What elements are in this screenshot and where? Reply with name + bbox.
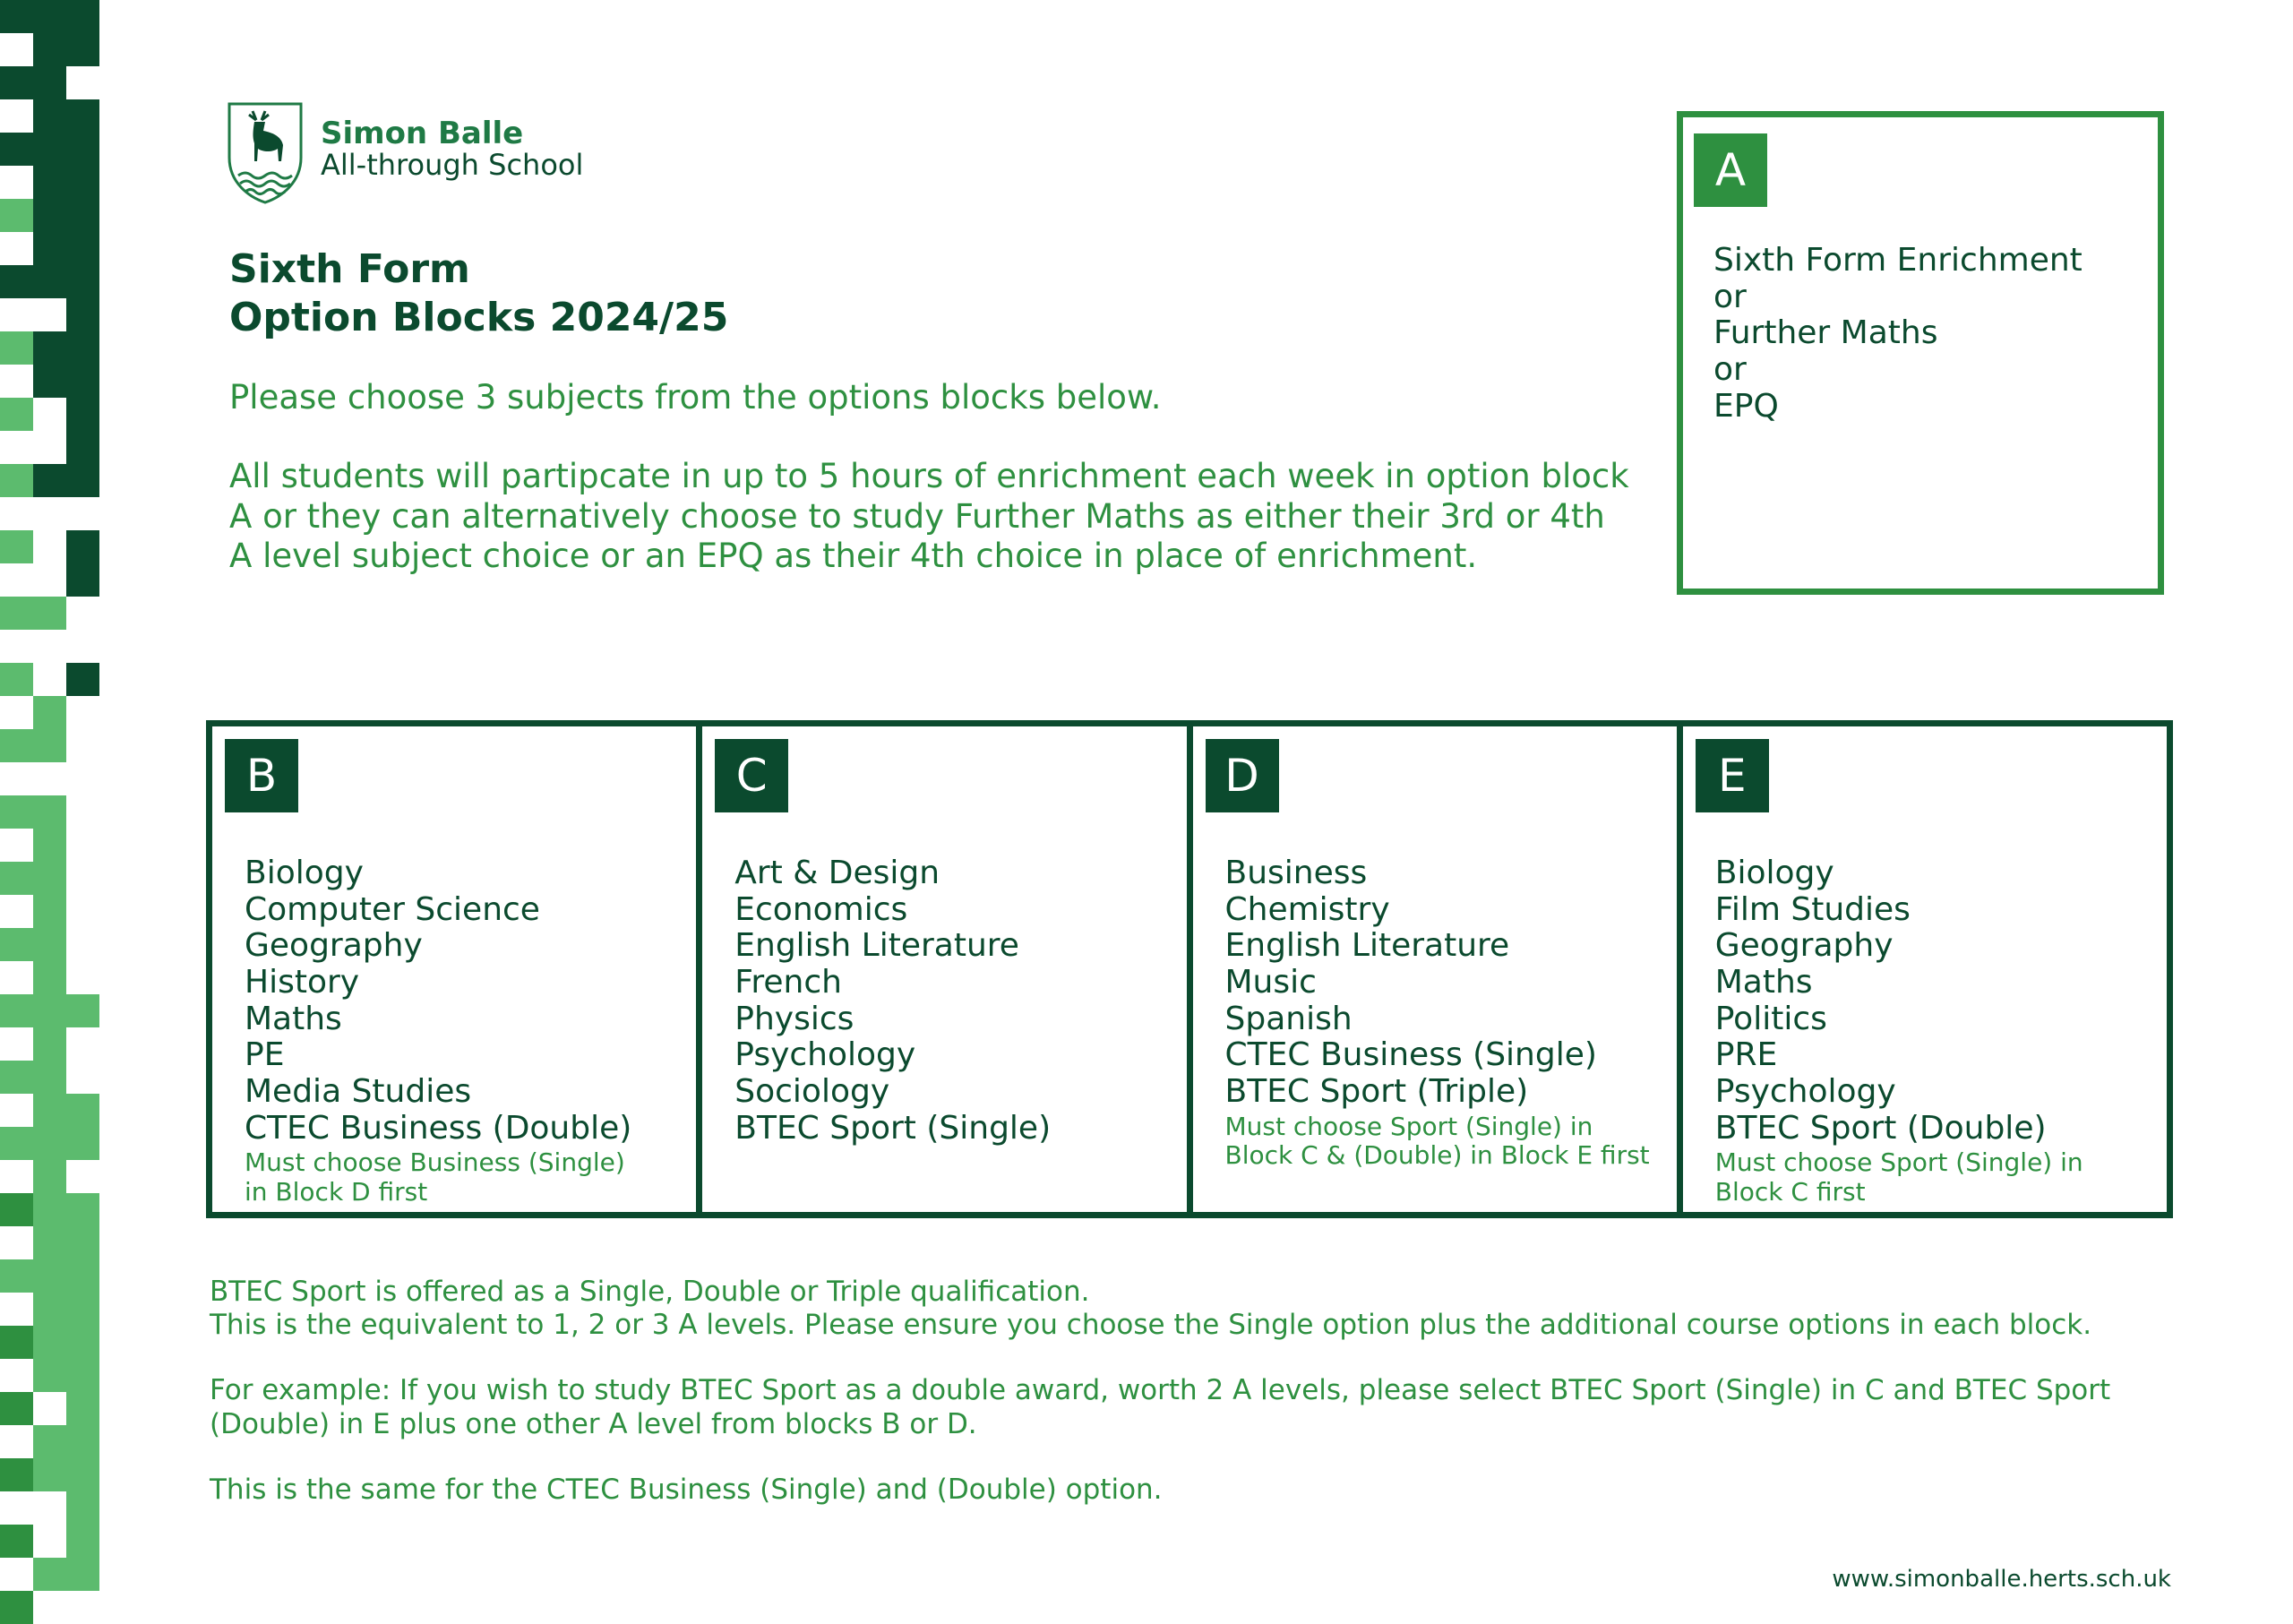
school-logo [226,100,583,204]
subject-item: CTEC Business (Double) [245,1109,632,1147]
block-c-subjects [734,855,1051,1147]
subject-item: Economics [734,890,908,928]
pixel-square [0,1326,33,1359]
pixel-square [33,199,66,232]
pixel-square [0,795,33,829]
subject-item: History [245,964,360,1001]
pixel-square [66,33,99,66]
pixel-square [0,1259,33,1293]
pixel-square [33,33,66,66]
pixel-square [33,1458,66,1491]
pixel-square [33,0,66,33]
block-label-b: B [225,739,298,812]
option-block-e [1677,726,2167,1212]
subject-item: Psychology [1714,1073,1896,1111]
pixel-square [33,829,66,862]
pixel-square [66,1458,99,1491]
btec-note [210,1276,2180,1342]
pixel-square [66,1193,99,1226]
pixel-square [33,232,66,265]
title-line-1: Sixth Form [229,246,470,292]
intro-text [229,378,1636,616]
pixel-square [33,696,66,729]
pixel-square [33,66,66,99]
stag-crest-icon [226,100,305,204]
block-b-note: Must choose Business (Single) in Block D first [245,1147,625,1207]
pixel-square [66,1425,99,1458]
pixel-square [33,133,66,166]
subject-item: PE [245,1036,285,1074]
pixel-square [66,265,99,298]
block-d-note: Must choose Sport (Single) in Block C & (Double) in Block E first [1224,1111,1650,1170]
pixel-square [0,1458,33,1491]
pixel-square [33,331,66,365]
block-a-item: or [1713,351,1747,389]
decorative-pixel-strip [0,0,107,1621]
subject-item: Psychology [734,1036,916,1074]
pixel-square [33,99,66,133]
pixel-square [66,199,99,232]
option-block-b [212,726,696,1212]
subject-item: Physics [734,1000,855,1037]
block-a-item: or [1713,278,1747,315]
block-e-subjects [1715,855,2118,1207]
pixel-square [0,928,33,961]
option-blocks-b-to-e [206,720,2173,1218]
pixel-square [0,398,33,431]
pixel-square [66,431,99,464]
subject-item: CTEC Business (Single) [1224,1036,1597,1074]
subject-item: Computer Science [245,890,540,928]
pixel-square [0,66,33,99]
pixel-square [33,928,66,961]
ctec-note: This is the same for the CTEC Business (Single) and (Double) option. [210,1473,1163,1506]
subject-item: Politics [1714,1000,1827,1037]
pixel-square [33,994,66,1027]
pixel-square [33,1259,66,1293]
pixel-square [66,232,99,265]
pixel-square [33,1061,66,1094]
subject-item: Biology [1714,855,1834,891]
pixel-square [66,1558,99,1591]
pixel-square [66,1127,99,1160]
footer-notes [210,1276,2180,1539]
pixel-square [0,1127,33,1160]
pixel-square [0,464,33,497]
pixel-square [0,1193,33,1226]
pixel-square [0,1591,33,1624]
subject-item: Film Studies [1714,890,1911,928]
pixel-square [0,1061,33,1094]
pixel-square [0,729,33,762]
instruction-text: Please choose 3 subjects from the options blocks below. [229,378,1162,417]
btec-note-line-2: This is the equivalent to 1, 2 or 3 A levels. Please ensure you choose the Single option plus the additional course options in each block. [210,1309,2092,1342]
option-block-a [1677,111,2164,595]
subject-item: Geography [245,927,423,965]
pixel-square [33,729,66,762]
pixel-square [33,166,66,199]
subject-item: Maths [245,1000,342,1037]
pixel-square [33,265,66,298]
pixel-square [66,1525,99,1558]
pixel-square [66,1259,99,1293]
block-a-item: EPQ [1713,387,1779,425]
pixel-square [66,1094,99,1127]
pixel-square [33,1127,66,1160]
pixel-square [0,1525,33,1558]
pixel-square [66,1491,99,1525]
pixel-square [66,331,99,365]
pixel-square [66,663,99,696]
pixel-square [33,1558,66,1591]
block-a-item: Sixth Form Enrichment [1713,242,2083,279]
pixel-square [33,365,66,398]
pixel-square [66,994,99,1027]
pixel-square [66,365,99,398]
page-title [229,245,728,341]
school-website: www.simonballe.herts.sch.uk [1832,1566,2171,1593]
pixel-square [0,133,33,166]
subject-item: Media Studies [245,1073,472,1111]
pixel-square [66,166,99,199]
pixel-square [66,1226,99,1259]
title-line-2: Option Blocks 2024/25 [229,294,729,340]
school-subtitle: All-through School [321,147,584,182]
pixel-square [66,298,99,331]
pixel-square [0,994,33,1027]
subject-item: Spanish [1224,1000,1353,1037]
pixel-square [66,530,99,563]
pixel-square [66,1392,99,1425]
subject-item: Sociology [734,1073,890,1111]
block-label-c: C [715,739,788,812]
pixel-square [66,398,99,431]
pixel-square [0,1392,33,1425]
pixel-square [33,1359,66,1392]
pixel-square [33,1027,66,1061]
pixel-square [33,961,66,994]
pixel-square [66,99,99,133]
pixel-square [66,464,99,497]
pixel-square [33,1326,66,1359]
pixel-square [0,530,33,563]
pixel-square [0,199,33,232]
pixel-square [66,1326,99,1359]
pixel-square [33,1160,66,1193]
pixel-square [33,597,66,630]
pixel-square [66,1359,99,1392]
pixel-square [66,133,99,166]
pixel-square [33,1094,66,1127]
pixel-square [0,597,33,630]
subject-item: Chemistry [1224,890,1390,928]
subject-item: English Literature [734,927,1019,965]
block-a-items [1713,243,2083,425]
pixel-square [33,862,66,895]
subject-item: Music [1224,964,1317,1001]
pixel-square [0,331,33,365]
pixel-square [0,663,33,696]
block-label-e: E [1696,739,1769,812]
block-a-item: Further Maths [1713,314,1938,352]
pixel-square [33,1226,66,1259]
subject-item: French [734,964,842,1001]
pixel-square [33,1193,66,1226]
subject-item: Maths [1714,964,1813,1001]
pixel-square [0,862,33,895]
subject-item: Biology [245,855,364,891]
enrichment-text: All students will partipcate in up to 5 hours of enrichment each week in option block A or they can alternatively choose to study Further Maths as either their 3rd or 4th A level subject choice or an EPQ as their 4th choice in place of enrichment. [229,457,1629,576]
pixel-square [33,895,66,928]
example-note: For example: If you wish to study BTEC Sport as a double award, worth 2 A levels, please select BTEC Sport (Single) in C and BTEC Sport (Double) in E plus one other A level from blocks B or D. [210,1374,2111,1440]
option-block-c [696,726,1186,1212]
subject-item: BTEC Sport (Single) [734,1109,1052,1147]
subject-item: English Literature [1224,927,1510,965]
pixel-square [33,1293,66,1326]
subject-item: Business [1224,855,1368,891]
pixel-square [0,0,33,33]
btec-note-line-1: BTEC Sport is offered as a Single, Double or Triple qualification. [210,1276,1090,1308]
subject-item: BTEC Sport (Double) [1714,1109,2047,1147]
school-name: Simon Balle [321,116,524,151]
pixel-square [33,795,66,829]
pixel-square [66,0,99,33]
pixel-square [66,563,99,597]
subject-item: BTEC Sport (Triple) [1224,1073,1529,1111]
pixel-square [33,1425,66,1458]
block-b-subjects [245,855,639,1207]
subject-item: Geography [1714,927,1894,965]
subject-item: Art & Design [734,855,940,891]
pixel-square [33,464,66,497]
block-label-d: D [1206,739,1279,812]
pixel-square [0,265,33,298]
option-block-d [1187,726,1677,1212]
block-e-note: Must choose Sport (Single) in Block C first [1714,1147,2083,1207]
block-d-subjects [1225,855,1664,1170]
pixel-square [66,1293,99,1326]
block-label-a: A [1694,133,1767,207]
subject-item: PRE [1714,1036,1778,1074]
